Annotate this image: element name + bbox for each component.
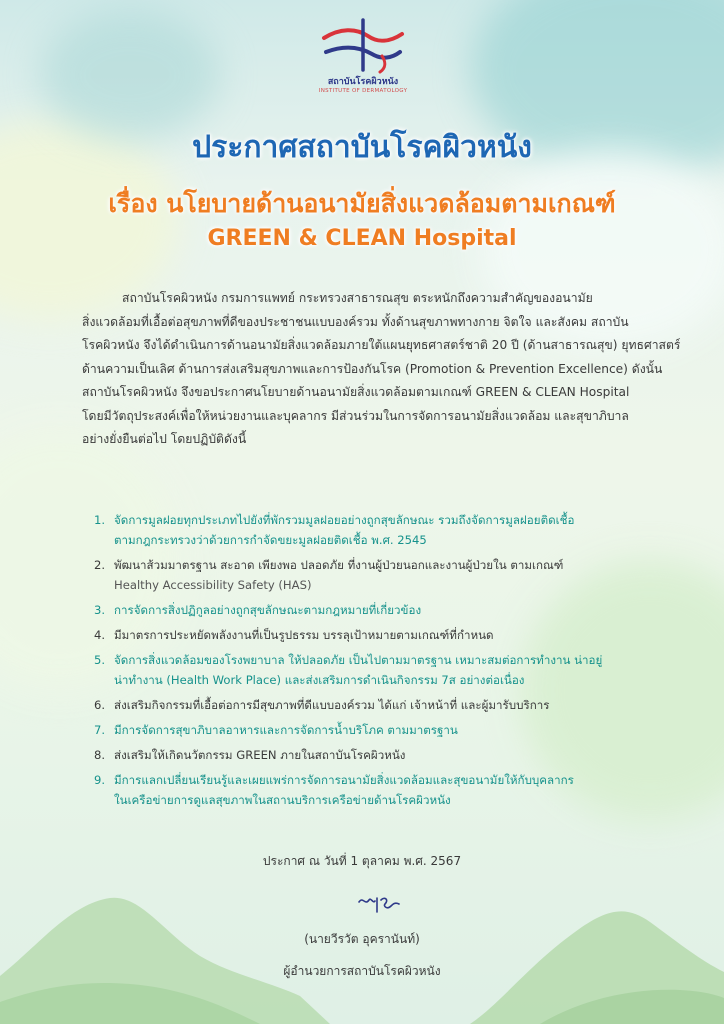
logo-mark bbox=[320, 16, 406, 74]
policy-item bbox=[94, 695, 694, 715]
policy-item bbox=[94, 600, 694, 620]
paragraph-line: ด้านความเป็นเลิศ ด้านการส่งเสริมสุขภาพและการป้องกันโรค (Promotion & Prevention Excellence) ดังนั้น bbox=[82, 361, 663, 376]
paragraph-line: อย่างยั่งยืนต่อไป โดยปฏิบัติดังนี้ bbox=[82, 432, 247, 446]
item-number: 8. bbox=[94, 748, 106, 762]
item-text: จัดการมูลฝอยทุกประเภทไปยังที่พักรวมมูลฝอยอย่างถูกสุขลักษณะ รวมถึงจัดการมูลฝอยติดเชื้อ bbox=[114, 513, 575, 527]
paragraph-line: สถาบันโรคผิวหนัง กรมการแพทย์ กระทรวงสาธารณสุข ตระหนักถึงความสำคัญของอนามัย bbox=[122, 291, 593, 305]
policy-item bbox=[94, 770, 694, 810]
item-text: ส่งเสริมให้เกิดนวัตกรรม GREEN ภายในสถาบันโรคผิวหนัง bbox=[114, 748, 406, 762]
paragraph-line: โดยมีวัตถุประสงค์เพื่อให้หน่วยงานและบุคลากร มีส่วนร่วมในการจัดการอนามัยสิ่งแวดล้อม และสุขาภิบาล bbox=[82, 408, 629, 423]
item-text: น่าทำงาน (Health Work Place) และส่งเสริมการดำเนินกิจกรรม 7ส อย่างต่อเนื่อง bbox=[114, 673, 525, 687]
announcement-subject-english: GREEN & CLEAN Hospital bbox=[207, 226, 517, 251]
signer-position: ผู้อำนวยการสถาบันโรคผิวหนัง bbox=[283, 964, 441, 978]
item-text: ตามกฎกระทรวงว่าด้วยการกำจัดขยะมูลฝอยติดเชื้อ พ.ศ. 2545 bbox=[114, 533, 427, 547]
item-number: 5. bbox=[94, 653, 106, 667]
logo-name-thai: สถาบันโรคผิวหนัง bbox=[327, 77, 399, 87]
intro-paragraph bbox=[82, 287, 700, 452]
policy-item bbox=[94, 720, 694, 740]
item-text: มีการจัดการสุขาภิบาลอาหารและการจัดการน้ำบริโภค ตามมาตรฐาน bbox=[114, 723, 458, 737]
item-number: 3. bbox=[94, 603, 106, 617]
item-number: 2. bbox=[94, 558, 106, 572]
announcement-date: ประกาศ ณ วันที่ 1 ตุลาคม พ.ศ. 2567 bbox=[262, 854, 462, 868]
paragraph-line: โรคผิวหนัง จึงได้ดำเนินการด้านอนามัยสิ่งแวดล้อมภายใต้แผนยุทธศาสตร์ชาติ 20 ปี (ด้านสาธารณสุข) ยุทธศาสตร์ bbox=[82, 338, 681, 352]
item-number: 4. bbox=[94, 628, 106, 642]
signature-image bbox=[355, 892, 405, 922]
item-number: 1. bbox=[94, 513, 106, 527]
item-text: มีมาตรการประหยัดพลังงานที่เป็นรูปธรรม บรรลุเป้าหมายตามเกณฑ์ที่กำหนด bbox=[114, 628, 494, 642]
item-text: ส่งเสริมกิจกรรมที่เอื้อต่อการมีสุขภาพที่ดีแบบองค์รวม ได้แก่ เจ้าหน้าที่ และผู้มารับบริการ bbox=[114, 698, 550, 712]
item-text: จัดการสิ่งแวดล้อมของโรงพยาบาล ให้ปลอดภัย เป็นไปตามมาตรฐาน เหมาะสมต่อการทำงาน น่าอยู่ bbox=[114, 653, 603, 667]
item-text: ในเครือข่ายการดูแลสุขภาพในสถานบริการเครือข่ายด้านโรคผิวหนัง bbox=[114, 793, 451, 807]
policy-item bbox=[94, 745, 694, 765]
background-blob bbox=[40, 10, 220, 140]
announcement-title: ประกาศสถาบันโรคผิวหนัง bbox=[192, 130, 532, 165]
item-text: มีการแลกเปลี่ยนเรียนรู้และเผยแพร่การจัดการอนามัยสิ่งแวดล้อมและสุขอนามัยให้กับบุคลากร bbox=[114, 773, 574, 787]
policy-item bbox=[94, 510, 694, 550]
item-text: การจัดการสิ่งปฏิกูลอย่างถูกสุขลักษณะตามกฎหมายที่เกี่ยวข้อง bbox=[114, 603, 422, 617]
item-text: Healthy Accessibility Safety (HAS) bbox=[114, 578, 312, 592]
item-number: 9. bbox=[94, 773, 106, 787]
item-number: 6. bbox=[94, 698, 106, 712]
policy-item bbox=[94, 625, 694, 645]
item-text: พัฒนาส้วมมาตรฐาน สะอาด เพียงพอ ปลอดภัย ที่งานผู้ป่วยนอกและงานผู้ป่วยใน ตามเกณฑ์ bbox=[114, 558, 564, 572]
policy-list bbox=[94, 510, 694, 815]
policy-item bbox=[94, 650, 694, 690]
paragraph-line: สิ่งแวดล้อมที่เอื้อต่อสุขภาพที่ดีของประชาชนแบบองค์รวม ทั้งด้านสุขภาพทางกาย จิตใจ และสังคม สถาบัน bbox=[82, 314, 629, 329]
institute-logo bbox=[316, 16, 410, 112]
item-number: 7. bbox=[94, 723, 106, 737]
announcement-subject: เรื่อง นโยบายด้านอนามัยสิ่งแวดล้อมตามเกณฑ์ bbox=[108, 189, 616, 218]
signer-name: (นายวีรวัต อุครานันท์) bbox=[304, 932, 420, 946]
logo-name-english: INSTITUTE OF DERMATOLOGY bbox=[318, 88, 408, 94]
paragraph-line: สถาบันโรคผิวหนัง จึงขอประกาศนโยบายด้านอนามัยสิ่งแวดล้อมตามเกณฑ์ GREEN & CLEAN Hospital bbox=[82, 385, 630, 399]
policy-item bbox=[94, 555, 694, 595]
